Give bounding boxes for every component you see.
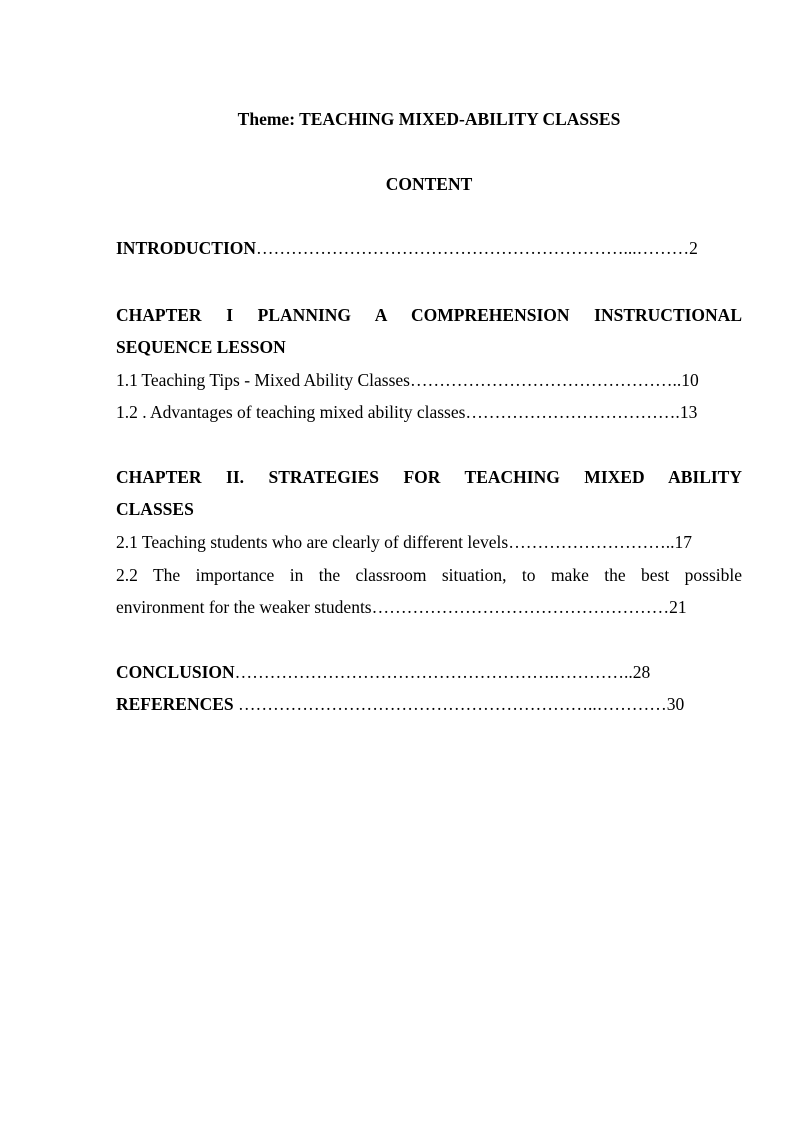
toc-leader: ……………………………………………………..………… bbox=[233, 694, 667, 714]
toc-page-number: 10 bbox=[681, 370, 699, 390]
toc-section-text: 1.1 Teaching Tips - Mixed Ability Classes……………………………………….. bbox=[116, 370, 682, 390]
toc-entry-section-1-2 bbox=[116, 401, 742, 423]
toc-page-number: 13 bbox=[679, 402, 698, 422]
toc-entry-section-2-2-line-1: 2.2 The importance in the classroom situation, to make the best possible bbox=[116, 565, 742, 585]
chapter-1-title-line-1: CHAPTER I PLANNING A COMPREHENSION INSTRUCTIONAL bbox=[116, 305, 742, 325]
toc-entry-conclusion bbox=[116, 661, 742, 683]
toc-leader: ……………………………………………….………….. bbox=[234, 662, 633, 682]
toc-leader: ………………………………………………………...……… bbox=[256, 238, 690, 258]
toc-entry-label: REFERENCES bbox=[116, 694, 234, 714]
toc-section-text: 1.2 . Advantages of teaching mixed ability classes………………………………. bbox=[116, 402, 680, 422]
toc-page-number: 28 bbox=[632, 662, 651, 682]
toc-entry-label: INTRODUCTION bbox=[116, 238, 257, 258]
toc-section-text: 2.1 Teaching students who are clearly of different levels……………………….. bbox=[116, 532, 675, 552]
toc-entry-section-2-1 bbox=[116, 531, 742, 553]
toc-page-number: 30 bbox=[666, 694, 685, 714]
toc-page-number: 17 bbox=[674, 532, 692, 552]
toc-page-number: 21 bbox=[669, 597, 687, 617]
toc-entry-label: CONCLUSION bbox=[116, 662, 235, 682]
toc-entry-section-1-1 bbox=[116, 369, 742, 391]
content-heading: CONTENT bbox=[385, 174, 473, 194]
chapter-2-title-line-1: CHAPTER II. STRATEGIES FOR TEACHING MIXED ABILITY bbox=[116, 467, 742, 487]
toc-section-text: environment for the weaker students…………………………………………… bbox=[116, 597, 670, 617]
toc-entry-introduction bbox=[116, 237, 742, 259]
page-title: Theme: TEACHING MIXED-ABILITY CLASSES bbox=[237, 109, 621, 129]
chapter-1-title-line-2: SEQUENCE LESSON bbox=[116, 337, 286, 357]
toc-page-number: 2 bbox=[689, 238, 698, 258]
toc-entry-section-2-2-line-2 bbox=[116, 596, 742, 618]
chapter-2-title-line-2: CLASSES bbox=[116, 499, 194, 519]
toc-entry-references bbox=[116, 693, 742, 715]
